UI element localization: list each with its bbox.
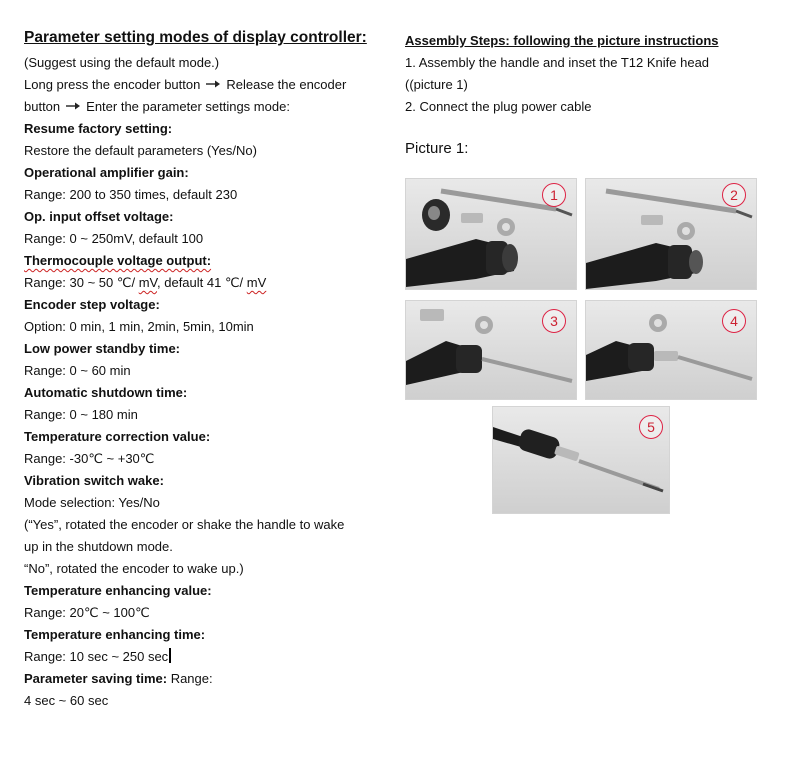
opamp-text: Range: 200 to 350 times, default 230 <box>24 187 238 202</box>
saving-line <box>24 668 394 690</box>
enhancing-time-value: Range: 10 sec ~ 250 sec <box>24 649 169 664</box>
saving-text: 4 sec ~ 60 sec <box>24 693 109 708</box>
assembly-photo-3 <box>405 300 577 400</box>
arrow-right-icon <box>66 101 80 111</box>
thermo-unit-1: mV <box>138 275 158 290</box>
enhancing-value-heading: Temperature enhancing value: <box>24 583 212 598</box>
thermo-range: Range: 30 ~ 50 ℃/ <box>24 275 139 290</box>
assembly-photo-5 <box>492 406 670 514</box>
offset-heading: Op. input offset voltage: <box>24 209 174 224</box>
step-badge-5: 5 <box>639 415 663 439</box>
thermo-heading <box>24 250 394 272</box>
step-badge-4: 4 <box>722 309 746 333</box>
text-cursor <box>169 648 171 663</box>
assembly-step-1-ref: ((picture 1) <box>405 77 468 92</box>
shutdown-text: Range: 0 ~ 180 min <box>24 407 138 422</box>
intro-text-enter: Enter the parameter settings mode: <box>86 99 290 114</box>
suggest-note: (Suggest using the default mode.) <box>24 55 220 70</box>
resume-heading: Resume factory setting: <box>24 121 173 136</box>
encoder-step-text: Option: 0 min, 1 min, 2min, 5min, 10min <box>24 319 254 334</box>
vibration-text: Mode selection: Yes/No <box>24 495 160 510</box>
vibration-note-1: (“Yes”, rotated the encoder or shake the handle to wake <box>24 517 345 532</box>
vibration-note-3: “No”, rotated the encoder to wake up.) <box>24 561 244 576</box>
resume-text: Restore the default parameters (Yes/No) <box>24 143 257 158</box>
picture-label: Picture 1: <box>405 140 469 157</box>
thermo-unit-2: mV <box>246 275 267 290</box>
standby-text: Range: 0 ~ 60 min <box>24 363 131 378</box>
parameter-settings-section <box>24 28 394 712</box>
arrow-right-icon <box>206 79 220 89</box>
assembly-photo-1 <box>405 178 577 290</box>
thermo-default: , default 41 ℃/ <box>157 275 247 290</box>
correction-heading: Temperature correction value: <box>24 429 211 444</box>
intro-text-button: button <box>24 99 61 114</box>
encoder-step-heading: Encoder step voltage: <box>24 297 160 312</box>
shutdown-heading: Automatic shutdown time: <box>24 385 188 400</box>
enhancing-value-text: Range: 20℃ ~ 100℃ <box>24 605 150 620</box>
vibration-note-2: up in the shutdown mode. <box>24 539 173 554</box>
opamp-heading: Operational amplifier gain: <box>24 165 189 180</box>
standby-heading: Low power standby time: <box>24 341 181 356</box>
thermo-heading-text: Thermocouple voltage output: <box>24 253 212 268</box>
intro-line-1 <box>24 74 394 96</box>
intro-line-2 <box>24 96 394 118</box>
assembly-section <box>405 32 785 118</box>
parameter-settings-title: Parameter setting modes of display controller: <box>24 29 367 46</box>
vibration-heading: Vibration switch wake: <box>24 473 164 488</box>
thermo-text <box>24 272 394 294</box>
assembly-title: Assembly Steps: following the picture instructions <box>405 33 719 48</box>
step-badge-3: 3 <box>542 309 566 333</box>
offset-text: Range: 0 ~ 250mV, default 100 <box>24 231 204 246</box>
assembly-step-2: 2. Connect the plug power cable <box>405 99 592 114</box>
enhancing-time-heading: Temperature enhancing time: <box>24 627 206 642</box>
intro-text-long-press: Long press the encoder button <box>24 77 201 92</box>
step-badge-1: 1 <box>542 183 566 207</box>
enhancing-time-text <box>24 646 394 668</box>
assembly-step-1: 1. Assembly the handle and inset the T12 Knife head <box>405 55 710 70</box>
assembly-photo-4 <box>585 300 757 400</box>
intro-text-release: Release the encoder <box>226 77 347 92</box>
correction-text: Range: -30℃ ~ +30℃ <box>24 451 155 466</box>
assembly-photo-2 <box>585 178 757 290</box>
step-badge-2: 2 <box>722 183 746 207</box>
saving-heading: Parameter saving time: <box>24 671 168 686</box>
saving-heading-tail: Range: <box>167 671 213 686</box>
